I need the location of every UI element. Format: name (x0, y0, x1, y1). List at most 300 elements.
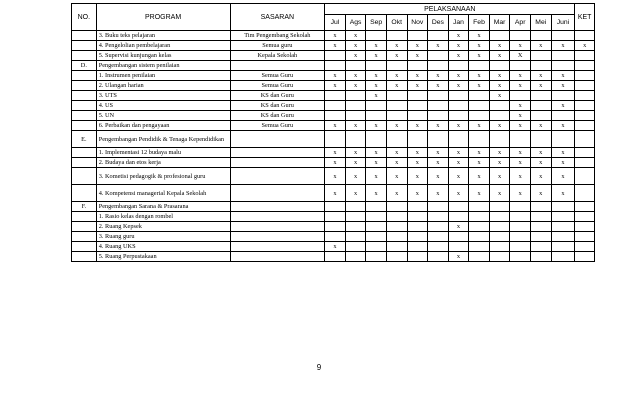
table-row (72, 168, 595, 185)
schedule-mark: x (345, 81, 366, 91)
row-number (72, 158, 97, 168)
schedule-mark: x (345, 71, 366, 81)
schedule-mark: x (448, 41, 469, 51)
schedule-mark: x (448, 148, 469, 158)
sasaran-cell: Semua Guru (230, 121, 325, 131)
schedule-mark (448, 91, 469, 101)
schedule-mark (428, 212, 449, 222)
schedule-mark: x (489, 51, 510, 61)
schedule-mark (428, 51, 449, 61)
schedule-mark (551, 31, 575, 41)
schedule-mark (448, 242, 469, 252)
schedule-mark: x (510, 168, 531, 185)
schedule-mark: x (407, 121, 428, 131)
schedule-mark (469, 202, 490, 212)
schedule-mark (530, 242, 551, 252)
row-number: D. (72, 61, 97, 71)
table-row (72, 71, 595, 81)
schedule-mark (448, 61, 469, 71)
schedule-mark (469, 61, 490, 71)
schedule-mark: x (428, 158, 449, 168)
schedule-mark: x (407, 71, 428, 81)
schedule-mark: x (469, 185, 490, 202)
schedule-mark: x (428, 148, 449, 158)
schedule-mark (530, 131, 551, 148)
program-cell: Pengembangan Pendidik & Tenaga Kependidikan (96, 131, 230, 148)
sasaran-cell: KS dan Guru (230, 101, 325, 111)
schedule-mark (510, 212, 531, 222)
schedule-mark (325, 202, 346, 212)
schedule-mark: x (325, 31, 346, 41)
schedule-mark: x (530, 168, 551, 185)
schedule-mark: x (469, 121, 490, 131)
schedule-mark: x (386, 81, 407, 91)
row-number (72, 91, 97, 101)
schedule-mark: x (325, 81, 346, 91)
program-cell: 1. Rasio kelas dengan rombel (96, 212, 230, 222)
schedule-mark: x (510, 71, 531, 81)
schedule-mark (469, 131, 490, 148)
schedule-mark (489, 212, 510, 222)
schedule-mark: x (489, 148, 510, 158)
program-cell: 2. Budaya dan etos kerja (96, 158, 230, 168)
schedule-mark (386, 131, 407, 148)
row-number: F. (72, 202, 97, 212)
schedule-mark: x (407, 158, 428, 168)
schedule-mark (448, 101, 469, 111)
schedule-mark (510, 222, 531, 232)
schedule-mark: x (510, 101, 531, 111)
schedule-mark (407, 232, 428, 242)
schedule-mark: x (428, 81, 449, 91)
ket-cell (575, 61, 595, 71)
row-number (72, 31, 97, 41)
schedule-mark: x (386, 121, 407, 131)
schedule-mark: x (345, 31, 366, 41)
schedule-mark: x (386, 148, 407, 158)
program-cell: 1. Implementasi 12 budaya malu (96, 148, 230, 158)
schedule-mark (386, 111, 407, 121)
schedule-mark (386, 101, 407, 111)
schedule-mark: x (428, 71, 449, 81)
schedule-mark (551, 242, 575, 252)
ket-cell (575, 148, 595, 158)
schedule-mark (386, 252, 407, 262)
schedule-mark (407, 101, 428, 111)
schedule-mark (366, 131, 387, 148)
schedule-mark (448, 131, 469, 148)
schedule-mark (366, 222, 387, 232)
schedule-mark (489, 242, 510, 252)
schedule-mark: x (510, 111, 531, 121)
schedule-mark (551, 91, 575, 101)
schedule-mark: x (510, 41, 531, 51)
sasaran-cell: Semua guru (230, 41, 325, 51)
month-header: Jan (448, 15, 469, 31)
table-row (72, 185, 595, 202)
sasaran-cell: Semua Guru (230, 71, 325, 81)
schedule-mark: x (448, 158, 469, 168)
schedule-mark (428, 202, 449, 212)
sasaran-cell: Semua Guru (230, 81, 325, 91)
schedule-mark: x (448, 252, 469, 262)
row-number (72, 148, 97, 158)
schedule-mark: x (551, 121, 575, 131)
row-number (72, 168, 97, 185)
schedule-mark (386, 91, 407, 101)
schedule-mark (510, 252, 531, 262)
schedule-mark (325, 51, 346, 61)
row-number (72, 212, 97, 222)
schedule-mark: x (366, 51, 387, 61)
schedule-mark (510, 131, 531, 148)
ket-cell (575, 222, 595, 232)
schedule-mark (366, 101, 387, 111)
schedule-mark: x (325, 158, 346, 168)
table-row (72, 41, 595, 51)
schedule-mark: x (325, 121, 346, 131)
schedule-mark (407, 91, 428, 101)
schedule-mark: x (448, 222, 469, 232)
schedule-mark: x (345, 41, 366, 51)
schedule-mark: x (386, 185, 407, 202)
ket-cell (575, 71, 595, 81)
program-cell: 1. Instrumen penilaian (96, 71, 230, 81)
schedule-mark: x (530, 71, 551, 81)
schedule-mark (428, 61, 449, 71)
program-cell: 2. Ruang Kepsek (96, 222, 230, 232)
row-number: E. (72, 131, 97, 148)
sasaran-cell (230, 212, 325, 222)
schedule-mark: x (345, 185, 366, 202)
schedule-mark: x (469, 31, 490, 41)
row-number (72, 185, 97, 202)
schedule-mark: x (386, 158, 407, 168)
schedule-mark: x (407, 148, 428, 158)
schedule-mark: x (551, 41, 575, 51)
program-cell: Pengembangan Sarana & Prasarana (96, 202, 230, 212)
row-number (72, 41, 97, 51)
table-row (72, 31, 595, 41)
schedule-mark (345, 111, 366, 121)
table-row (72, 81, 595, 91)
schedule-mark (386, 212, 407, 222)
schedule-mark (469, 101, 490, 111)
schedule-mark: x (407, 185, 428, 202)
schedule-mark (469, 91, 490, 101)
schedule-mark (407, 202, 428, 212)
month-header: Des (428, 15, 449, 31)
row-number (72, 81, 97, 91)
schedule-mark: x (510, 158, 531, 168)
schedule-mark (345, 222, 366, 232)
schedule-mark: x (448, 81, 469, 91)
row-number (72, 242, 97, 252)
schedule-mark: x (386, 51, 407, 61)
schedule-mark: x (489, 71, 510, 81)
schedule-mark: x (366, 41, 387, 51)
schedule-mark (510, 31, 531, 41)
schedule-mark: x (469, 71, 490, 81)
table-row (72, 121, 595, 131)
program-cell: 4. Pengelolian pembelajaran (96, 41, 230, 51)
schedule-mark: x (510, 121, 531, 131)
schedule-mark: x (448, 71, 469, 81)
schedule-mark (510, 202, 531, 212)
schedule-mark (345, 202, 366, 212)
schedule-mark (366, 202, 387, 212)
schedule-mark: x (386, 41, 407, 51)
table-row (72, 252, 595, 262)
schedule-mark (325, 131, 346, 148)
ket-cell (575, 252, 595, 262)
schedule-mark (489, 252, 510, 262)
schedule-mark (366, 242, 387, 252)
program-cell: Pengembangan sistem penilaian (96, 61, 230, 71)
schedule-mark (469, 111, 490, 121)
sasaran-cell: Tim Pengembang Sekolah (230, 31, 325, 41)
schedule-mark: x (489, 91, 510, 101)
program-cell: 3. UTS (96, 91, 230, 101)
schedule-mark (366, 212, 387, 222)
schedule-mark (366, 232, 387, 242)
schedule-mark: x (366, 91, 387, 101)
schedule-mark (510, 91, 531, 101)
schedule-mark: x (366, 185, 387, 202)
main-rows (72, 61, 595, 262)
ket-cell (575, 202, 595, 212)
schedule-mark (448, 212, 469, 222)
schedule-mark (428, 101, 449, 111)
schedule-mark: x (551, 101, 575, 111)
schedule-mark (407, 242, 428, 252)
schedule-mark: x (428, 185, 449, 202)
ket-cell (575, 121, 595, 131)
table-header (72, 4, 595, 31)
schedule-mark (530, 111, 551, 121)
schedule-mark (366, 252, 387, 262)
schedule-mark (530, 212, 551, 222)
table-row (72, 212, 595, 222)
schedule-mark: x (551, 168, 575, 185)
table-row (72, 131, 595, 148)
schedule-mark (386, 31, 407, 41)
schedule-mark (510, 61, 531, 71)
schedule-mark (489, 111, 510, 121)
schedule-mark (386, 242, 407, 252)
schedule-mark: x (325, 41, 346, 51)
sasaran-cell (230, 232, 325, 242)
schedule-table (71, 3, 595, 262)
month-header: Nov (407, 15, 428, 31)
schedule-mark (345, 91, 366, 101)
schedule-mark (407, 212, 428, 222)
schedule-mark (345, 212, 366, 222)
schedule-mark: x (469, 168, 490, 185)
sasaran-cell (230, 242, 325, 252)
schedule-mark (386, 202, 407, 212)
schedule-mark (448, 232, 469, 242)
row-number (72, 101, 97, 111)
schedule-mark: x (325, 71, 346, 81)
ket-cell (575, 91, 595, 101)
schedule-mark: x (469, 158, 490, 168)
schedule-mark (325, 232, 346, 242)
schedule-mark (551, 252, 575, 262)
table-row (72, 148, 595, 158)
ket-cell (575, 158, 595, 168)
sasaran-cell (230, 148, 325, 158)
table-row (72, 158, 595, 168)
schedule-mark: x (448, 121, 469, 131)
schedule-mark (428, 232, 449, 242)
schedule-mark: x (469, 41, 490, 51)
ket-cell (575, 131, 595, 148)
ket-cell (575, 101, 595, 111)
schedule-mark: x (325, 168, 346, 185)
schedule-mark: x (366, 148, 387, 158)
program-cell: 5. Supervisi kunjungan kelas (96, 51, 230, 61)
program-cell: 5. Ruang Perpustakaan (96, 252, 230, 262)
sasaran-cell (230, 131, 325, 148)
schedule-mark (489, 101, 510, 111)
schedule-mark (530, 202, 551, 212)
schedule-mark: x (325, 148, 346, 158)
schedule-mark (366, 111, 387, 121)
table-row (72, 61, 595, 71)
schedule-mark (325, 222, 346, 232)
schedule-mark: x (530, 81, 551, 91)
schedule-mark (325, 91, 346, 101)
schedule-mark (325, 252, 346, 262)
schedule-mark: x (407, 51, 428, 61)
ket-cell (575, 51, 595, 61)
schedule-mark (469, 222, 490, 232)
schedule-mark (325, 212, 346, 222)
schedule-mark (345, 232, 366, 242)
program-cell: 4. Kompetensi managerial Kepala Sekolah (96, 185, 230, 202)
schedule-mark: x (448, 51, 469, 61)
schedule-mark: x (530, 41, 551, 51)
schedule-mark (407, 222, 428, 232)
row-number (72, 222, 97, 232)
schedule-mark: x (386, 71, 407, 81)
month-header: Feb (469, 15, 490, 31)
schedule-mark: x (345, 168, 366, 185)
schedule-mark (469, 242, 490, 252)
schedule-mark (407, 61, 428, 71)
sasaran-cell (230, 202, 325, 212)
program-cell: 4. US (96, 101, 230, 111)
header-sasaran: SASARAN (230, 4, 325, 31)
schedule-mark: x (530, 185, 551, 202)
table-row (72, 202, 595, 212)
month-header: Juni (551, 15, 575, 31)
row-number (72, 71, 97, 81)
schedule-mark: x (530, 158, 551, 168)
ket-cell (575, 31, 595, 41)
schedule-mark (530, 61, 551, 71)
schedule-mark: x (510, 148, 531, 158)
schedule-mark: x (530, 121, 551, 131)
schedule-mark (428, 131, 449, 148)
schedule-mark: x (366, 81, 387, 91)
schedule-mark (551, 51, 575, 61)
schedule-mark (345, 131, 366, 148)
schedule-mark (448, 111, 469, 121)
month-header: Apr (510, 15, 531, 31)
schedule-mark (489, 222, 510, 232)
schedule-mark (345, 101, 366, 111)
table-row (72, 232, 595, 242)
program-cell: 4. Ruang UKS (96, 242, 230, 252)
schedule-mark (448, 202, 469, 212)
table-row (72, 51, 595, 61)
table-row (72, 101, 595, 111)
schedule-mark (325, 111, 346, 121)
schedule-mark (510, 232, 531, 242)
program-cell: 3. Ruang guru (96, 232, 230, 242)
month-header: Mei (530, 15, 551, 31)
schedule-mark: x (469, 148, 490, 158)
schedule-mark (469, 212, 490, 222)
schedule-mark: x (386, 168, 407, 185)
program-cell: 6. Perbaikan dan pengayaan (96, 121, 230, 131)
schedule-mark: x (407, 168, 428, 185)
table-row (72, 91, 595, 101)
schedule-mark (407, 252, 428, 262)
schedule-mark (407, 31, 428, 41)
schedule-mark: x (530, 148, 551, 158)
table-row (72, 242, 595, 252)
schedule-mark: x (366, 71, 387, 81)
row-number (72, 232, 97, 242)
sasaran-cell (230, 158, 325, 168)
row-number (72, 51, 97, 61)
schedule-mark: x (325, 185, 346, 202)
program-cell: 2. Ulangan harian (96, 81, 230, 91)
schedule-mark (469, 232, 490, 242)
sasaran-cell: KS dan Guru (230, 111, 325, 121)
month-header: Sep (366, 15, 387, 31)
schedule-mark: x (428, 168, 449, 185)
ket-cell (575, 168, 595, 185)
sasaran-cell: Kepala Sekolah (230, 51, 325, 61)
schedule-mark: x (489, 158, 510, 168)
schedule-mark (510, 242, 531, 252)
sasaran-cell: KS dan Guru (230, 91, 325, 101)
table-row (72, 222, 595, 232)
schedule-mark: x (345, 158, 366, 168)
schedule-mark (407, 131, 428, 148)
schedule-mark: x (510, 185, 531, 202)
schedule-mark (551, 222, 575, 232)
schedule-mark: x (551, 158, 575, 168)
schedule-mark: x (345, 148, 366, 158)
schedule-mark (407, 111, 428, 121)
schedule-mark (366, 31, 387, 41)
table-row (72, 111, 595, 121)
top-rows (72, 31, 595, 61)
schedule-mark (386, 222, 407, 232)
schedule-mark (428, 111, 449, 121)
schedule-mark: X (510, 51, 531, 61)
schedule-mark: x (325, 242, 346, 252)
ket-cell (575, 232, 595, 242)
schedule-mark (551, 61, 575, 71)
program-cell: 3. Kometisi pedagogik & profesional guru (96, 168, 230, 185)
header-no: NO. (72, 4, 97, 31)
